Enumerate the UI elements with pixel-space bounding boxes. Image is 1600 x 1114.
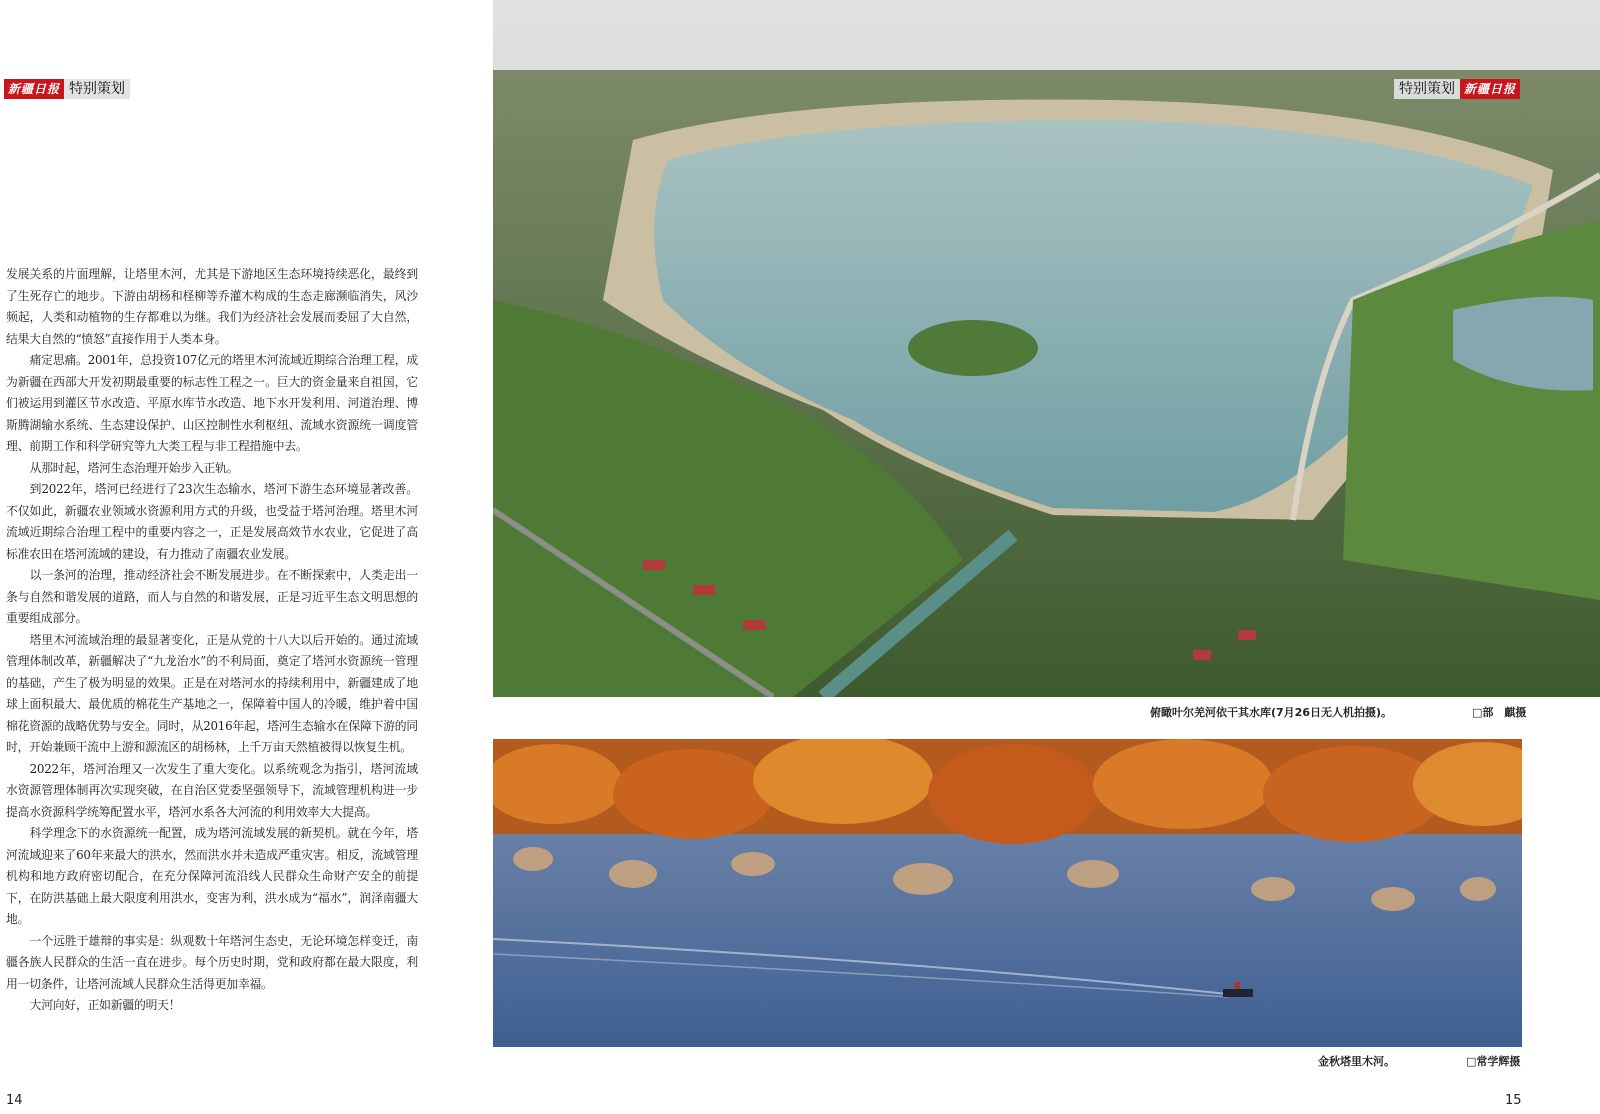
section-label: 特别策划 (1394, 79, 1460, 99)
newspaper-logo: 新疆日报 (4, 79, 64, 99)
photo-credit: □部 麒摄 (1472, 706, 1527, 719)
paragraph: 从那时起，塔河生态治理开始步入正轨。 (29, 460, 239, 475)
photo-credit: □常学辉摄 (1466, 1055, 1521, 1068)
reservoir-aerial-photo (493, 0, 1600, 697)
page-number-left: 14 (6, 1093, 23, 1108)
paragraph: 以一条河的治理，推动经济社会不断发展进步。在不断探索中，人类走出一条与自然和谐发展的道路，而人与自然的和谐发展，正是习近平生态文明思想的重要组成部分。 (6, 568, 418, 625)
paragraph: 痛定思痛。2001年，总投资107亿元的塔里木河流域近期综合治理工程，成为新疆在西部大开发初期最重要的标志性工程之一。巨大的资金量来自祖国，它们被运用到灌区节水改造、平原水库节水改造、地下水开发利用、河道治理、博斯腾湖输水系统、生态建设保护、山区控制性水利枢纽、流域水资源统一调度管理、前期工作和科学研究等九大类工程与非工程措施中去。 (6, 353, 418, 453)
paragraph: 发展关系的片面理解，让塔里木河，尤其是下游地区生态环境持续恶化，最终到了生死存亡的地步。下游由胡杨和柽柳等乔灌木构成的生态走廊濒临消失，风沙频起，人类和动植物的生存都难以为继。我们为经济社会发展而委屈了大自然，结果大自然的“愤怒”直接作用于人类本身。 (6, 267, 418, 346)
paragraph: 塔里木河流域治理的最显著变化，正是从党的十八大以后开始的。通过流域管理体制改革，新疆解决了“九龙治水”的不利局面，奠定了塔河水资源统一管理的基础，产生了极为明显的效果。正是在对塔河水的持续利用中，新疆建成了地球上面积最大、最优质的棉花生产基地之一，保障着中国人的冷暖，维护着中国棉花资源的战略优势与安全。同时，从2016年起，塔河生态输水在保障下游的同时，开始兼顾干流中上游和源流区的胡杨林，上千万亩天然植被得以恢复生机。 (6, 632, 418, 754)
paragraph: 一个远胜于雄辩的事实是：纵观数十年塔河生态史，无论环境怎样变迁，南疆各族人民群众的生活一直在进步。每个历史时期，党和政府都在最大限度，利用一切条件，让塔河流域人民群众生活得更加幸福。 (6, 933, 418, 991)
photo-caption: 金秋塔里木河。 (1318, 1055, 1395, 1068)
newspaper-logo: 新疆日报 (1460, 79, 1520, 99)
header-left (4, 79, 130, 99)
tarim-river-photo (493, 739, 1522, 1047)
header-right (1394, 79, 1520, 99)
section-label: 特别策划 (64, 79, 130, 99)
photo-caption: 俯瞰叶尔羌河依干其水库(7月26日无人机拍摄)。 (1150, 706, 1393, 719)
paragraph: 大河向好，正如新疆的明天！ (29, 998, 181, 1012)
paragraph: 2022年，塔河治理又一次发生了重大变化。以系统观念为指引，塔河流域水资源管理体制再次实现突破，在自治区党委坚强领导下，流域管理机构进一步提高水资源科学统筹配置水平，塔河水系各大河流的利用效率大大提高。 (6, 761, 418, 819)
page-number-right: 15 (1505, 1093, 1522, 1108)
article-body (6, 264, 418, 1017)
paragraph: 科学理念下的水资源统一配置，成为塔河流域发展的新契机。就在今年，塔河流域迎来了60年来最大的洪水，然而洪水并未造成严重灾害。相反，流域管理机构和地方政府密切配合，在充分保障河流沿线人民群众生命财产安全的前提下，在防洪基础上最大限度利用洪水，变害为利，洪水成为“福水”，润泽南疆大地。 (6, 826, 418, 926)
paragraph: 到2022年，塔河已经进行了23次生态输水，塔河下游生态环境显著改善。不仅如此，新疆农业领域水资源利用方式的升级，也受益于塔河治理。塔里木河流域近期综合治理工程中的重要内容之一，正是发展高效节水农业，它促进了高标准农田在塔河流域的建设，有力推动了南疆农业发展。 (6, 482, 418, 561)
